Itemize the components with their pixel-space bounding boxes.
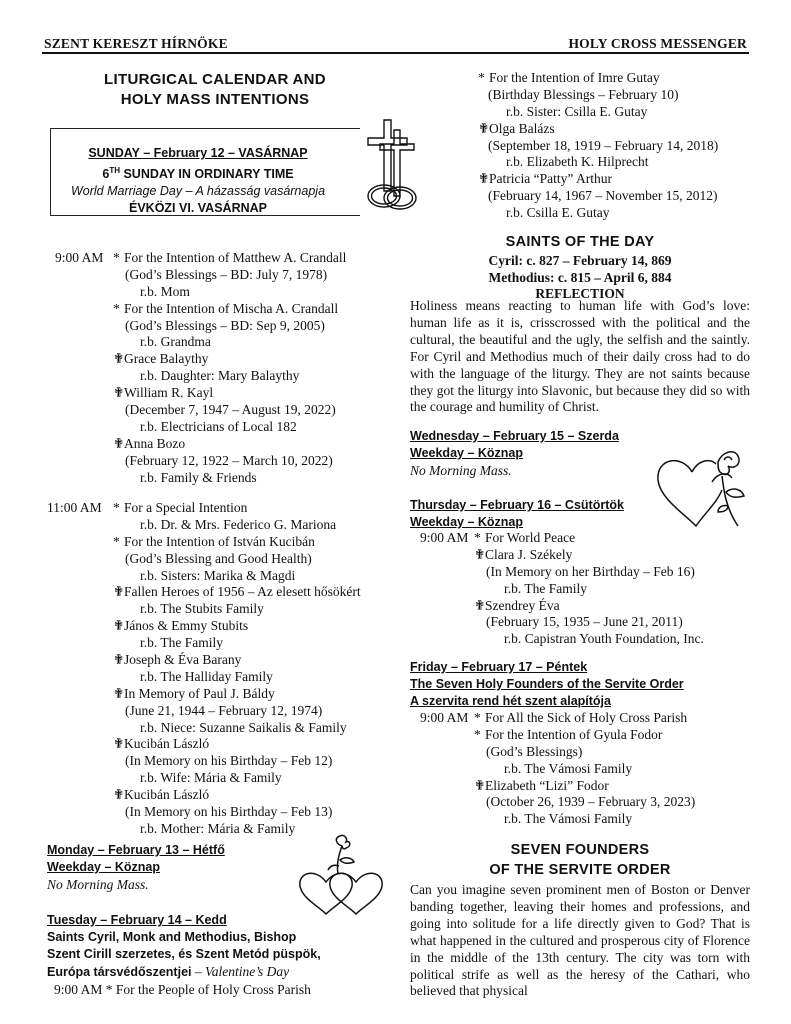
intention-line [47, 787, 387, 804]
servite-title-line1: SEVEN FOUNDERS [510, 842, 650, 858]
intention-text: r.b. Sister: Csilla E. Gutay [506, 103, 648, 119]
cross-icon: ✟ [474, 777, 486, 793]
cross-icon: ✟ [113, 351, 125, 367]
intention-line [420, 778, 760, 795]
intention-text: r.b. The Halliday Family [140, 668, 273, 684]
asterisk-marker: * [478, 70, 485, 85]
wednesday-note: No Morning Mass. [410, 463, 512, 478]
monday-block [47, 842, 225, 893]
intention-text: Elizabeth “Lizi” Fodor [485, 777, 609, 793]
intention-text: (In Memory on his Birthday – Feb 13) [125, 804, 333, 820]
header-rule [42, 52, 749, 54]
intention-line [55, 453, 385, 470]
running-header-english: HOLY CROSS MESSENGER [568, 36, 747, 51]
sunday-mass-11am [47, 500, 387, 838]
intention-text: Joseph & Éva Barany [124, 652, 242, 668]
intention-line [55, 385, 385, 402]
intention-line [47, 736, 387, 753]
cross-icon: ✟ [478, 171, 490, 187]
saints-of-the-day [410, 232, 750, 302]
saints-title: SAINTS OF THE DAY [505, 234, 655, 250]
intention-text: For the Intention of Imre Gutay [489, 70, 660, 85]
intention-line [55, 368, 385, 385]
friday-block [410, 659, 684, 710]
intention-text: r.b. Family & Friends [140, 469, 257, 485]
sunday-number: 6 [102, 167, 110, 182]
thursday-date: Thursday – February 16 – Csütörtök [410, 498, 624, 512]
tuesday-patron-label: Európa társvédőszentjei [47, 965, 192, 979]
intention-text: William R. Kayl [124, 385, 214, 401]
sunday-name [51, 162, 345, 183]
intention-line [420, 564, 760, 581]
intention-line [420, 794, 760, 811]
wednesday-weekday: Weekday – Köznap [410, 446, 524, 460]
intention-line [470, 121, 770, 138]
sunday-hungarian: ÉVKÖZI VI. VASÁRNAP [129, 201, 267, 216]
asterisk-marker: * [113, 250, 120, 265]
intention-line [47, 753, 387, 770]
intention-line [47, 551, 387, 568]
heart-rose-icon [652, 442, 752, 540]
intention-line [55, 351, 385, 368]
friday-title-hu: A szervita rend hét szent alapítója [410, 694, 611, 708]
intention-text: r.b. Niece: Suzanne Saikalis & Family [140, 719, 347, 735]
section-title-liturgical [60, 70, 370, 110]
cross-icon: ✟ [478, 120, 490, 136]
intention-line [420, 811, 760, 828]
saints-methodius: Methodius: c. 815 – April 6, 884 [488, 270, 672, 285]
tuesday-line1: Saints Cyril, Monk and Methodius, Bishop [47, 930, 297, 944]
running-header-hungarian: SZENT KERESZT HÍRNÖKE [44, 36, 228, 51]
intention-line [470, 70, 770, 87]
intention-text: r.b. Wife: Mária & Family [140, 770, 282, 786]
intention-line [55, 334, 385, 351]
crosses-and-rings-icon [360, 116, 422, 220]
thursday-block [410, 497, 624, 531]
mass-time: 11:00 AM [47, 500, 102, 515]
intention-line [420, 598, 760, 615]
intention-text: (God’s Blessings) [486, 743, 583, 759]
intention-line [47, 534, 387, 551]
intention-line [47, 669, 387, 686]
intention-text: (June 21, 1944 – February 12, 1974) [125, 702, 323, 718]
thursday-weekday: Weekday – Köznap [410, 515, 524, 529]
sunday-number-suffix: TH [109, 166, 120, 175]
intention-text: r.b. Grandma [140, 334, 211, 350]
intention-text: For the Intention of Gyula Fodor [485, 726, 663, 742]
intention-line [55, 402, 385, 419]
thursday-mass [420, 530, 760, 648]
intention-line [470, 104, 770, 121]
intention-line [55, 419, 385, 436]
intention-line [47, 500, 387, 517]
intention-line [420, 710, 760, 727]
intention-line [470, 138, 770, 155]
intention-line [47, 804, 387, 821]
monday-date: Monday – February 13 – Hétfő [47, 843, 225, 857]
tuesday-date: Tuesday – February 14 – Kedd [47, 913, 227, 927]
intention-text: r.b. The Stubits Family [140, 601, 264, 617]
friday-title-en: The Seven Holy Founders of the Servite Order [410, 677, 684, 691]
servite-text: Can you imagine seven prominent men of Boston or Denver banding together, leaving their homes and professions, and going into solitude for a life directly given to God? That is what happened in the cultured and prosperous city of Florence in the middle of the 13th century. The city was torn with political strife as well as the heresy of the Cathari, who believed that physical [410, 882, 750, 999]
intention-line [55, 301, 385, 318]
mass-time: 9:00 AM [420, 710, 469, 725]
intention-text: Kucibán László [124, 736, 210, 752]
tuesday-line3 [47, 963, 321, 981]
intention-line [420, 581, 760, 598]
intention-line [47, 517, 387, 534]
intention-line [470, 188, 770, 205]
intention-text: (February 15, 1935 – June 21, 2011) [486, 614, 683, 630]
tuesday-line2: Szent Cirill szerzetes, és Szent Metód püspök, [47, 947, 321, 961]
intention-line [470, 171, 770, 188]
reflection-text: Holiness means reacting to human life with God’s love: human life as it is, crisscrossed with the political and the cultural, the beautiful and the ugly, the selfish and the saintly. For Cyril and Methodius much of their daily cross had to do with the language of the liturgy. They are not saints because they got the liturgy into Slavonic, but because they did so with the courage and humility of Christ. [410, 298, 750, 415]
reflection-title: REFLECTION [535, 286, 625, 301]
friday-date: Friday – February 17 – Péntek [410, 660, 588, 674]
asterisk-marker: * [113, 500, 120, 515]
cross-icon: ✟ [474, 597, 486, 613]
sunday-box [50, 128, 382, 216]
intention-line [420, 727, 760, 744]
intention-text: Grace Balaythy [124, 351, 209, 367]
asterisk-marker: * [113, 533, 120, 549]
section-title-line2: HOLY MASS INTENTIONS [120, 91, 310, 108]
intention-text: r.b. Electricians of Local 182 [140, 418, 297, 434]
intention-text: r.b. Sisters: Marika & Magdi [140, 567, 296, 583]
intention-text: For All the Sick of Holy Cross Parish [485, 710, 688, 725]
friday-mass [420, 710, 760, 828]
mass-time: 9:00 AM [55, 250, 104, 265]
asterisk-marker: * [474, 710, 481, 725]
intention-line [470, 87, 770, 104]
intention-line [55, 250, 385, 267]
intention-line [47, 584, 387, 601]
intention-text: For World Peace [485, 530, 576, 545]
intention-line [47, 568, 387, 585]
intention-text: (God’s Blessings – BD: Sep 9, 2005) [125, 317, 325, 333]
intention-text: Olga Balázs [489, 120, 555, 136]
intention-text: r.b. The Vámosi Family [504, 760, 633, 776]
intention-line [47, 703, 387, 720]
intention-text: r.b. Csilla E. Gutay [506, 205, 610, 221]
intention-text: r.b. Daughter: Mary Balaythy [140, 368, 300, 384]
asterisk-marker: * [474, 530, 481, 545]
cross-icon: ✟ [113, 685, 125, 701]
cross-icon: ✟ [113, 584, 125, 600]
intention-line [420, 530, 760, 547]
section-title-line1: LITURGICAL CALENDAR AND [104, 71, 326, 88]
intention-text: r.b. The Family [504, 580, 587, 596]
intention-line [47, 618, 387, 635]
intention-text: (October 26, 1939 – February 3, 2023) [486, 794, 696, 810]
intention-text: (In Memory on her Birthday – Feb 16) [486, 563, 695, 579]
valentines-day: – Valentine’s Day [191, 964, 290, 979]
intention-line [420, 631, 760, 648]
hearts-rose-icon [296, 834, 388, 918]
intention-line [470, 205, 770, 222]
intention-text: For the Intention of István Kucibán [124, 533, 315, 549]
sunday-mass-11am-continued [470, 70, 770, 222]
intention-text: r.b. Dr. & Mrs. Federico G. Mariona [140, 516, 337, 532]
intention-text: Szendrey Éva [485, 597, 560, 613]
cross-icon: ✟ [113, 736, 125, 752]
intention-text: (In Memory on his Birthday – Feb 12) [125, 753, 333, 769]
tuesday-mass: 9:00 AM * For the People of Holy Cross Parish [54, 982, 311, 997]
cross-icon: ✟ [113, 787, 125, 803]
intention-line [55, 267, 385, 284]
intention-text: (February 12, 1922 – March 10, 2022) [125, 452, 333, 468]
cross-icon: ✟ [113, 618, 125, 634]
intention-text: Patricia “Patty” Arthur [489, 171, 612, 187]
intention-text: (February 14, 1967 – November 15, 2012) [488, 188, 718, 204]
intention-text: For the Intention of Mischa A. Crandall [124, 300, 339, 316]
intention-line [420, 547, 760, 564]
intention-line [47, 601, 387, 618]
cross-icon: ✟ [474, 546, 486, 562]
tuesday-block [47, 912, 321, 998]
intention-text: Fallen Heroes of 1956 – Az elesett hősökért [124, 584, 361, 600]
intention-line [420, 744, 760, 761]
intention-line [420, 614, 760, 631]
cross-icon: ✟ [113, 385, 125, 401]
intention-text: Kucibán László [124, 787, 210, 803]
intention-line [55, 436, 385, 453]
intention-text: János & Emmy Stubits [124, 618, 249, 634]
intention-line [55, 470, 385, 487]
servite-title [410, 840, 750, 880]
intention-line [47, 635, 387, 652]
intention-text: (Birthday Blessings – February 10) [488, 86, 679, 102]
wednesday-date: Wednesday – February 15 – Szerda [410, 429, 619, 443]
intention-text: In Memory of Paul J. Báldy [124, 685, 275, 701]
wednesday-block [410, 428, 619, 479]
cross-icon: ✟ [113, 652, 125, 668]
sunday-mass-9am [55, 250, 385, 486]
mass-time: 9:00 AM [420, 530, 469, 545]
intention-line [47, 770, 387, 787]
monday-weekday: Weekday – Köznap [47, 860, 161, 874]
sunday-date: SUNDAY – February 12 – VASÁRNAP [88, 146, 308, 160]
intention-text: Anna Bozo [124, 435, 186, 451]
asterisk-marker: * [113, 300, 120, 316]
intention-text: r.b. The Vámosi Family [504, 811, 633, 827]
intention-text: (God’s Blessings – BD: July 7, 1978) [125, 266, 328, 282]
monday-note: No Morning Mass. [47, 877, 149, 892]
servite-title-line2: OF THE SERVITE ORDER [489, 862, 671, 878]
intention-text: r.b. Mother: Mária & Family [140, 820, 296, 836]
intention-text: r.b. Mom [140, 283, 190, 299]
intention-text: r.b. Elizabeth K. Hilprecht [506, 154, 649, 170]
sunday-name-rest: SUNDAY IN ORDINARY TIME [119, 167, 294, 182]
intention-text: For a Special Intention [124, 500, 248, 515]
cross-icon: ✟ [113, 435, 125, 451]
intention-line [470, 154, 770, 171]
intention-text: r.b. The Family [140, 635, 223, 651]
intention-text: r.b. Capistran Youth Foundation, Inc. [504, 631, 704, 647]
intention-text: (God’s Blessing and Good Health) [125, 550, 312, 566]
intention-line [47, 720, 387, 737]
intention-text: (September 18, 1919 – February 14, 2018) [488, 137, 719, 153]
intention-text: (December 7, 1947 – August 19, 2022) [125, 402, 336, 418]
intention-line [420, 761, 760, 778]
world-marriage-day: World Marriage Day – A házasság vasárnapja [70, 184, 326, 199]
intention-text: For the Intention of Matthew A. Crandall [124, 250, 347, 265]
intention-line [47, 652, 387, 669]
intention-line [55, 318, 385, 335]
intention-text: Clara J. Székely [485, 546, 573, 562]
intention-line [55, 284, 385, 301]
intention-line [47, 686, 387, 703]
saints-cyril: Cyril: c. 827 – February 14, 869 [488, 253, 672, 268]
asterisk-marker: * [474, 726, 481, 742]
